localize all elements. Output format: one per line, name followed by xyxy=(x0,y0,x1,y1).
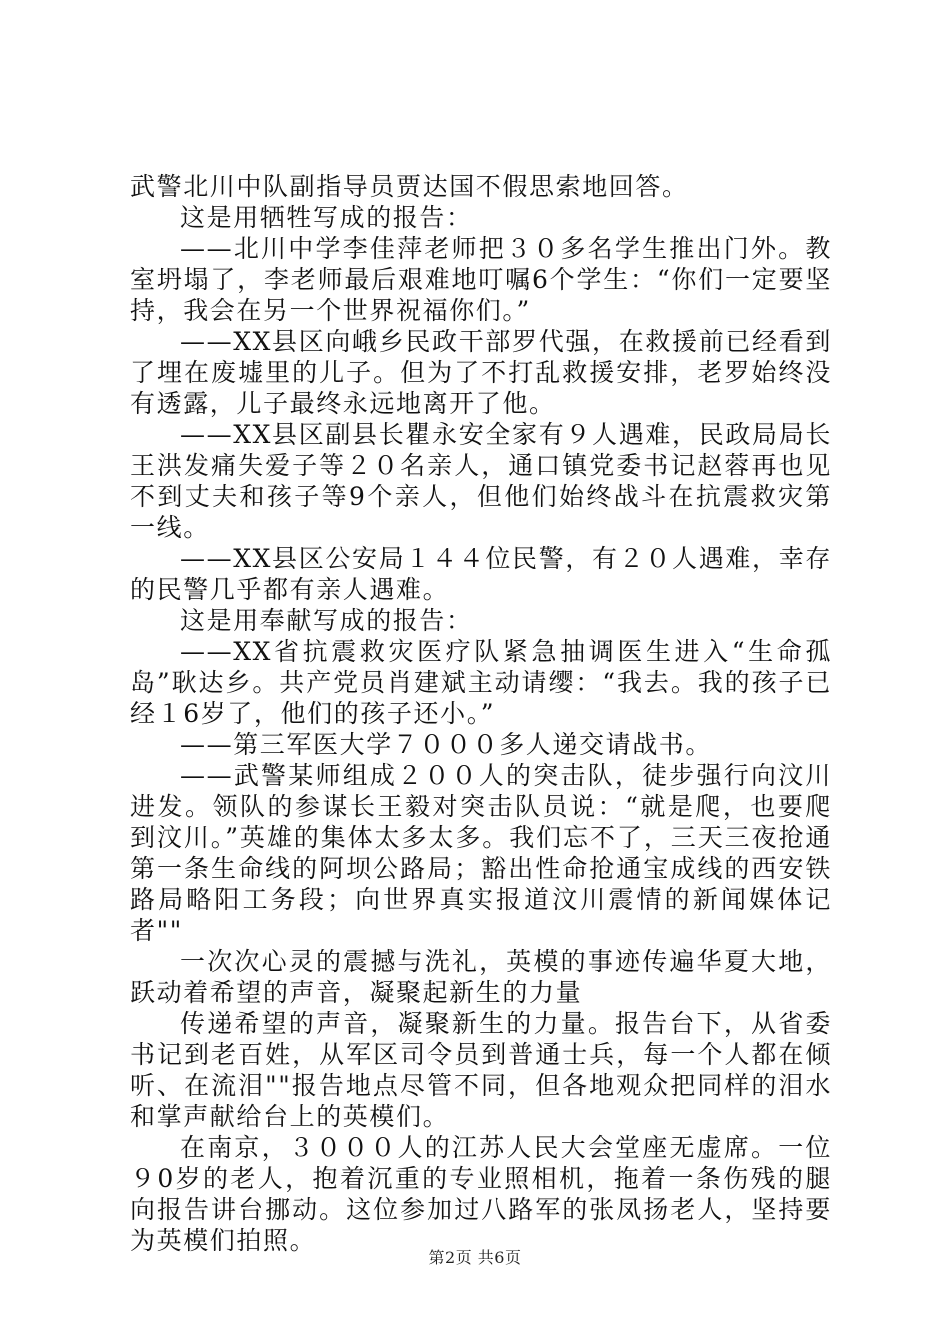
paragraph-qu-yongan: ——XX县区副县长瞿永安全家有９人遇难，民政局局长王洪发痛失爱子等２０名亲人，通口镇党委书记赵蓉再也见不到丈夫和孩子等9个亲人，但他们始终战斗在抗震救灾第一线。 xyxy=(130,420,832,542)
paragraph-luo-daiqiang: ——XX县区向峨乡民政干部罗代强，在救援前已经看到了埋在废墟里的儿子。但为了不打乱救援安排，老罗始终没有透露，儿子最终永远地离开了他。 xyxy=(130,327,832,418)
paragraph-nanjing: 在南京，３０００人的江苏人民大会堂座无虚席。一位９0岁的老人，抱着沉重的专业照相机，拖着一条伤残的腿向报告讲台挪动。这位参加过八路军的张凤扬老人，坚持要为英模们拍照。 xyxy=(130,1133,832,1255)
paragraph-li-jiaping: ——北川中学李佳萍老师把３０多名学生推出门外。教室坍塌了，李老师最后艰难地叮嘱6个学生：“你们一定要坚持，我会在另一个世界祝福你们。” xyxy=(130,234,832,325)
paragraph-military-university: ——第三军医大学７０００多人递交请战书。 xyxy=(180,730,713,759)
paragraph-soul-baptism: 一次次心灵的震撼与洗礼，英模的事迹传遍华夏大地，跃动着希望的声音，凝聚起新生的力量 xyxy=(130,947,832,1007)
paragraph-dedication-heading: 这是用奉献写成的报告： xyxy=(180,606,473,635)
paragraph-police-bureau: ——XX县区公安局１４４位民警，有２０人遇难，幸存的民警几乎都有亲人遇难。 xyxy=(130,544,832,604)
paragraph-voice-of-hope: 传递希望的声音，凝聚新生的力量。报告台下，从省委书记到老百姓，从军区司令员到普通士兵，每一个人都在倾听、在流泪""报告地点尽管不同，但各地观众把同样的泪水和掌声献给台上的英模们。 xyxy=(130,1009,832,1131)
paragraph-continuation: 武警北川中队副指导员贾达国不假思索地回答。 xyxy=(130,172,689,201)
paragraph-assault-team: ——武警某师组成２００人的突击队，徒步强行向汶川进发。领队的参谋长王毅对突击队员说：“就是爬，也要爬到汶川。”英雄的集体太多太多。我们忘不了，三天三夜抢通第一条生命线的阿坝公路局；豁出性命抢通宝成线的西安铁路局略阳工务段；向世界真实报道汶川震情的新闻媒体记者"" xyxy=(130,761,832,945)
paragraph-medical-team: ——XX省抗震救灾医疗队紧急抽调医生进入“生命孤岛”耿达乡。共产党员肖建斌主动请缨：“我去。我的孩子已经１6岁了，他们的孩子还小。” xyxy=(130,637,832,728)
document-body xyxy=(130,171,832,1256)
paragraph-sacrifice-heading: 这是用牺牲写成的报告： xyxy=(180,203,473,232)
page-number-footer: 第2页 共6页 xyxy=(428,1248,522,1267)
